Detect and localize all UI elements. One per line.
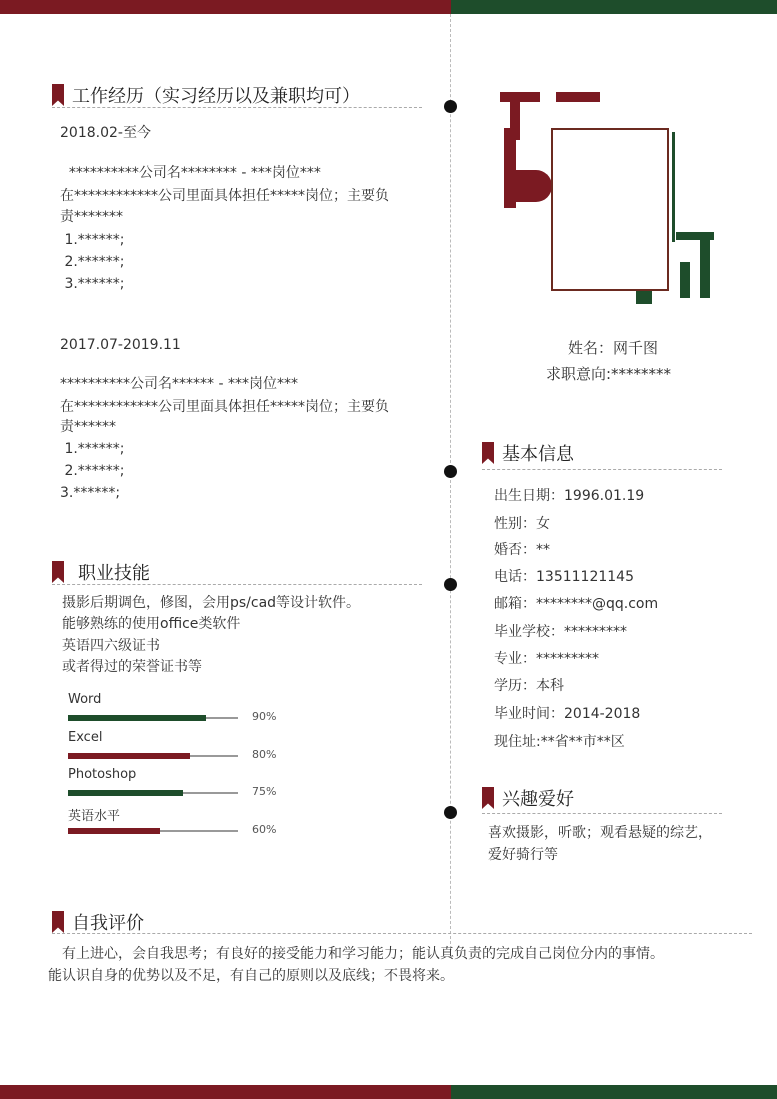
work-section-title [52,82,360,108]
skills-rule [52,584,422,585]
skill-bar-percent: 75% [252,785,277,798]
basic-row: 婚否：** [494,542,550,558]
bookmark-icon [52,84,64,106]
hobby-text: 爱好骑行等 [488,847,558,863]
self-eval-section-title [52,909,144,935]
skill-line: 或者得过的荣誉证书等 [62,659,202,675]
skills-title: 职业技能 [78,563,150,584]
basic-title: 基本信息 [502,444,574,465]
top-bar-red [0,0,451,14]
job-item: 2.******; [60,254,125,270]
profile-intent: 求职意向:******** [546,365,672,383]
bookmark-icon [52,561,64,583]
basic-row: 专业：********* [494,651,599,667]
job-item: 2.******; [60,463,125,479]
basic-row: 性别：女 [494,516,550,532]
skill-bar-label: 英语水平 [68,809,121,824]
job-date: 2018.02-至今 [60,125,151,141]
self-eval-text: 能认识自身的优势以及不足，有自己的原则以及底线；不畏将来。 [48,968,454,984]
skill-bar [68,805,288,837]
skill-bar-fill [68,753,190,759]
basic-row: 现住址:**省**市**区 [494,734,625,750]
timeline-dot [444,100,457,113]
basic-rule [482,469,722,470]
top-bar-green [451,0,777,14]
basic-section-title [482,440,574,466]
hobby-rule [482,813,722,814]
timeline-dot [444,806,457,819]
job-desc: 在************公司里面具体担任*****岗位；主要负 [60,399,389,415]
job-desc: 在************公司里面具体担任*****岗位；主要负 [60,188,389,204]
timeline-dot [444,465,457,478]
skill-line: 能够熟练的使用office类软件 [62,616,241,632]
skill-bar-percent: 80% [252,748,277,761]
skill-bar [68,730,288,762]
hobby-section-title [482,785,574,811]
job-desc: 责******* [60,209,123,225]
hobby-text: 喜欢摄影，听歌；观看悬疑的综艺， [488,825,712,841]
profile-name: 姓名：网千图 [568,339,659,357]
self-eval-rule [52,933,752,934]
hobby-title: 兴趣爱好 [502,789,574,810]
bottom-bar-red [0,1085,451,1099]
skill-bar-fill [68,828,160,834]
photo-placeholder[interactable] [551,128,669,291]
job-item: 1.******; [60,232,125,248]
basic-row: 毕业学校：********* [494,624,627,640]
basic-row: 学历：本科 [494,678,564,694]
job-item: 1.******; [60,441,125,457]
job-item: 3.******; [60,485,121,501]
skill-bar-label: Excel [68,730,103,745]
skill-bar-label: Photoshop [68,767,137,782]
timeline-dot [444,578,457,591]
basic-row: 毕业时间：2014-2018 [494,706,641,722]
basic-row: 电话：13511121145 [494,569,634,585]
bookmark-icon [482,787,494,809]
skill-bar [68,692,288,724]
job-date: 2017.07-2019.11 [60,337,181,353]
self-eval-title: 自我评价 [72,913,144,934]
work-rule [52,107,422,108]
basic-row: 邮箱：********@qq.com [494,596,659,612]
work-title: 工作经历（实习经历以及兼职均可） [72,86,360,107]
job-desc: 责****** [60,419,116,435]
self-eval-text: 有上进心，会自我思考；有良好的接受能力和学习能力；能认真负责的完成自己岗位分内的事情。 [62,946,664,962]
job-company: **********公司名******** - ***岗位*** [60,165,321,181]
skill-line: 英语四六级证书 [62,638,160,654]
skill-bar [68,767,288,799]
skill-bar-percent: 90% [252,710,277,723]
skill-bar-percent: 60% [252,823,277,836]
skill-bar-fill [68,715,206,721]
job-company: **********公司名****** - ***岗位*** [60,376,298,392]
job-item: 3.******; [60,276,125,292]
skill-line: 摄影后期调色，修图，会用ps/cad等设计软件。 [62,595,361,611]
skill-bar-label: Word [68,692,102,707]
bottom-bar-green [451,1085,777,1099]
skills-section-title [52,559,150,585]
skill-bar-fill [68,790,183,796]
bookmark-icon [482,442,494,464]
basic-row: 出生日期：1996.01.19 [494,488,645,504]
bookmark-icon [52,911,64,933]
